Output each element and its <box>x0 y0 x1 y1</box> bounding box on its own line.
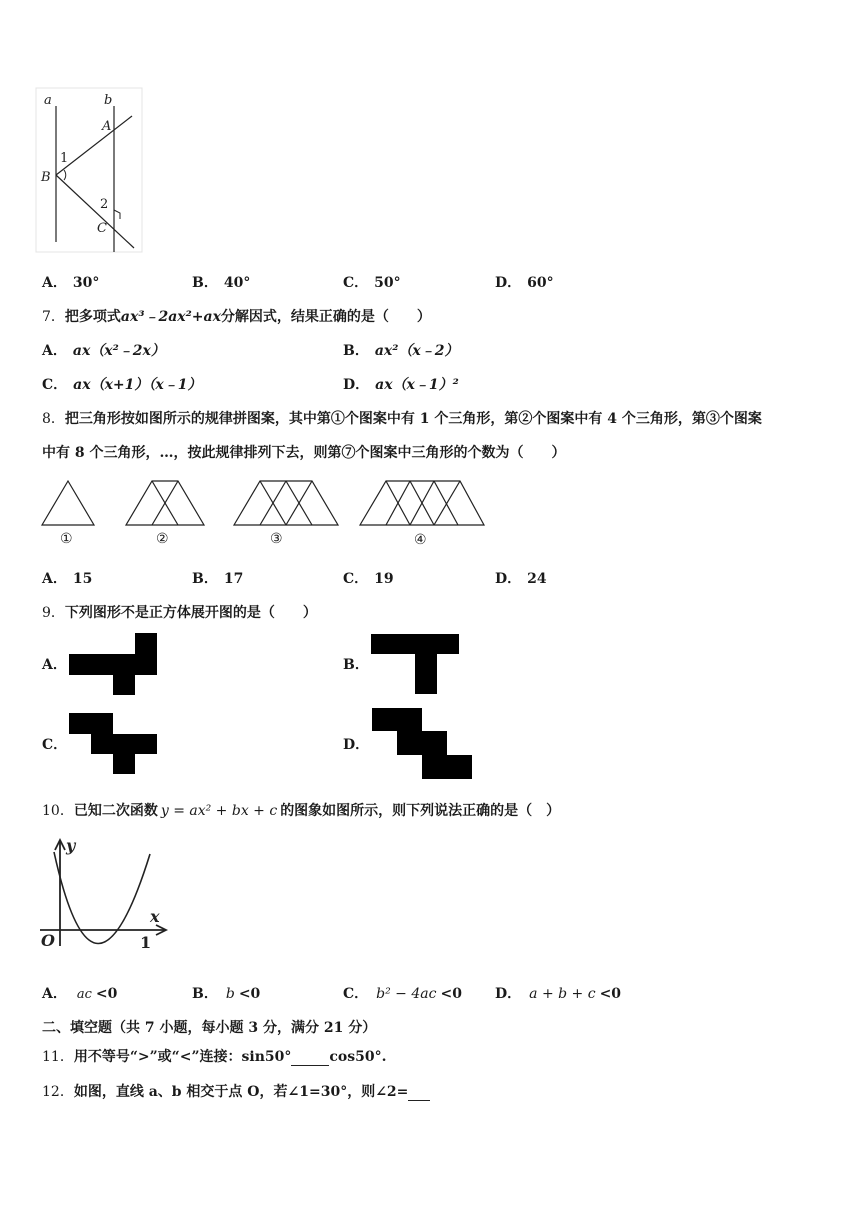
q8-option-a: A． 15 <box>42 571 93 587</box>
label-C: C <box>97 221 107 236</box>
q10-parabola-graph <box>38 834 178 954</box>
segment-BA <box>56 116 132 175</box>
label-2: 2 <box>100 197 109 212</box>
pattern-label-1: ① <box>60 531 73 547</box>
q10-stem: 10．已知二次函数 y = ax² + bx + c 的图象如图所示，则下列说法正确的是（ ） <box>42 803 561 819</box>
q6-figure <box>30 86 150 256</box>
label-B: B <box>41 170 51 185</box>
q12-answer-blank[interactable] <box>408 1086 430 1101</box>
x-label: x <box>150 907 160 926</box>
q8-option-c: C． 19 <box>343 571 394 587</box>
pattern-label-4: ④ <box>414 532 427 548</box>
q10-option-d: D． a + b + c <0 <box>495 986 622 1002</box>
q8-stem-line2: 中有 8 个三角形，…，按此规律排列下去，则第⑦个图案中三角形的个数为（ ） <box>42 445 566 461</box>
q12-stem: 12．如图，直线 a、b 相交于点 O，若∠1=30°，则∠2= <box>42 1083 430 1101</box>
label-a: a <box>44 93 52 108</box>
segment-BC <box>56 175 134 248</box>
tick-label-1: 1 <box>140 933 152 952</box>
q9-net-b <box>370 633 462 695</box>
q8-stem-line1: 8．把三角形按如图所示的规律拼图案，其中第①个图案中有 1 个三角形，第②个图案中有 4 个三角形，第③个图案 <box>42 411 762 427</box>
label-1: 1 <box>60 151 69 166</box>
q9-option-d-label: D． <box>343 737 370 753</box>
q6-option-d: D． 60° <box>495 275 554 291</box>
pattern-2 <box>126 481 204 525</box>
pattern-1 <box>42 481 94 525</box>
q11-stem: 11．用不等号“>”或“<”连接：sin50° cos50°. <box>42 1049 387 1065</box>
q6-option-b: B． 40° <box>192 275 251 291</box>
q7-option-d: D． ax（x﹣1）² <box>343 377 459 393</box>
q9-net-c <box>68 712 160 776</box>
q8-option-d: D． 24 <box>495 571 547 587</box>
q7-option-b: B． ax²（x﹣2） <box>343 343 459 359</box>
q6-option-a: A． 30° <box>42 275 100 291</box>
q9-net-d <box>370 707 476 781</box>
q8-figure <box>38 474 488 554</box>
label-A: A <box>102 119 112 134</box>
q9-option-b-label: B． <box>343 657 369 673</box>
q8-option-b: B． 17 <box>192 571 244 587</box>
pattern-3 <box>234 481 338 525</box>
q10-option-b: B． b <0 <box>192 986 261 1002</box>
q10-option-a: A． ac <0 <box>42 986 118 1002</box>
q11-answer-blank[interactable] <box>291 1051 329 1066</box>
origin-label: O <box>41 931 55 950</box>
label-b: b <box>104 93 113 108</box>
q7-stem: 7．把多项式ax³﹣2ax²+ax分解因式，结果正确的是（ ） <box>42 309 431 325</box>
q9-option-c-label: C． <box>42 737 68 753</box>
q9-stem: 9．下列图形不是正方体展开图的是（ ） <box>42 605 317 621</box>
q10-option-c: C． b² − 4ac <0 <box>343 986 462 1002</box>
y-label: y <box>66 836 76 855</box>
q7-option-c: C． ax（x+1）（x﹣1） <box>42 377 202 393</box>
section-2-title: 二、填空题（共 7 小题，每小题 3 分，满分 21 分） <box>42 1020 377 1036</box>
pattern-4 <box>360 481 484 525</box>
q9-option-a-label: A． <box>42 657 67 673</box>
q7-option-a: A． ax（x²﹣2x） <box>42 343 165 359</box>
pattern-label-2: ② <box>156 531 169 547</box>
q6-option-c: C． 50° <box>343 275 401 291</box>
pattern-label-3: ③ <box>270 531 283 547</box>
q9-net-a <box>68 632 160 696</box>
